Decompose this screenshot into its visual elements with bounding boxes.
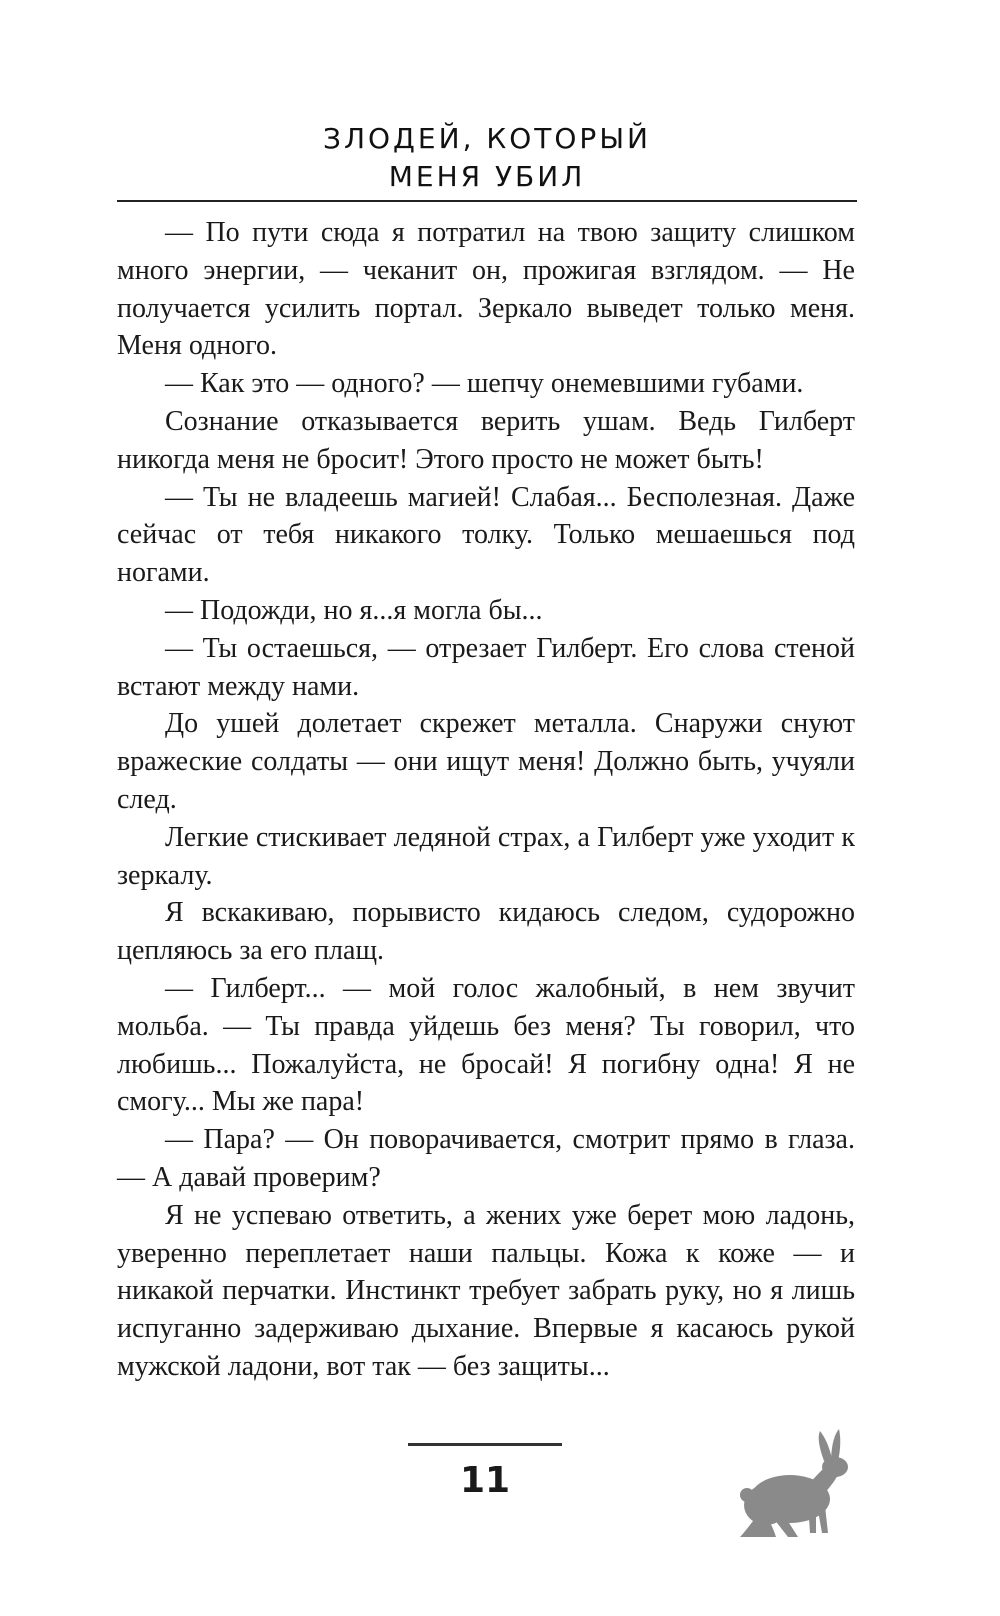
paragraph: — Гилберт... — мой голос жалобный, в нем звучит мольба. — Ты правда уйдешь без меня? Ты говорил, что любишь... Пожалуйста, не бросай! Я погибну одна! Я не смогу... Мы же пара! [117,972,855,1118]
paragraph: Легкие стискивает ледяной страх, а Гилберт уже уходит к зеркалу. [117,821,855,891]
paragraph: — Ты остаешься, — отрезает Гилберт. Его слова стеной встают между нами. [117,632,855,702]
running-header [117,120,857,196]
paragraph: Я не успеваю ответить, а жених уже берет мою ладонь, уверенно переплетает наши пальцы. Кожа к коже — и никакой перчатки. Инстинкт требует забрать руку, но я лишь испуганно задерживаю дыхание. Впервые я касаюсь рукой мужской ладони, вот так — без защиты... [117,1199,855,1382]
page-number: 11 [459,1460,511,1501]
body-text [117,214,855,1386]
hare-icon [738,1429,858,1539]
paragraph: — Ты не владеешь магией! Слабая... Бесполезная. Даже сейчас от тебя никакого толку. Только мешаешься под ногами. [117,481,855,589]
header-divider [117,200,857,202]
header-title-line-1: ЗЛОДЕЙ, КОТОРЫЙ [323,122,651,155]
paragraph: До ушей долетает скрежет металла. Снаружи снуют вражеские солдаты — они ищут меня! Должно быть, учуяли след. [117,708,855,815]
footer-divider [408,1443,562,1446]
paragraph: — По пути сюда я потратил на твою защиту слишком много энергии, — чеканит он, прожигая взглядом. — Не получается усилить портал. Зеркало выведет только меня. Меня одного. [117,217,855,362]
paragraph: Сознание отказывается верить ушам. Ведь Гилберт никогда меня не бросит! Этого просто не может быть! [117,405,855,475]
paragraph: Я вскакиваю, порывисто кидаюсь следом, судорожно цепляюсь за его плащ. [117,897,855,967]
header-title-line-2: МЕНЯ УБИЛ [388,160,586,193]
paragraph: — Пара? — Он поворачивается, смотрит прямо в глаза. — А давай проверим? [117,1124,855,1193]
paragraph: — Подожди, но я...я могла бы... [165,594,543,626]
paragraph: — Как это — одного? — шепчу онемевшими губами. [165,368,804,400]
